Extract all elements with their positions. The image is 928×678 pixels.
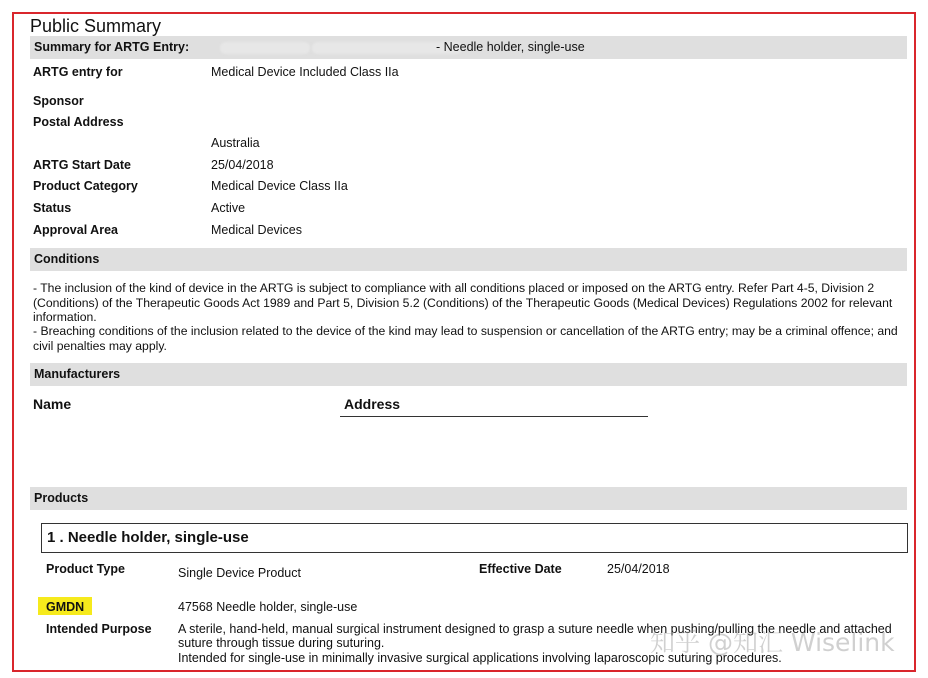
page-title: Public Summary xyxy=(30,16,162,36)
conditions-paragraph-1: - The inclusion of the kind of device in the ARTG is subject to compliance with all conditions placed or imposed on the ARTG entry. Refer Part 4-5, Division 2 (Conditions) of the Therapeutic Goods Act 1989 and Part 5, Division 5.2 (Conditions) of the Therapeutic Goods (Medical Devices) Regulations 2002 for relevant information. xyxy=(33,281,893,324)
manufacturers-heading: Manufacturers xyxy=(34,367,121,381)
detail-value-start-date: 25/04/2018 xyxy=(211,158,274,172)
detail-label-sponsor: Sponsor xyxy=(33,94,84,108)
gmdn-label: GMDN xyxy=(46,600,85,614)
summary-label: Summary for ARTG Entry: xyxy=(34,40,190,54)
product-type-value: Single Device Product xyxy=(178,566,301,580)
watermark-text: 知乎 @知汇 Wiselink xyxy=(650,628,895,657)
effective-date-label: Effective Date xyxy=(479,562,562,576)
intended-purpose-line-3: Intended for single-use in minimally invasive surgical applications involving laparoscopic suturing procedures. xyxy=(178,651,782,665)
manufacturer-address-header: Address xyxy=(344,396,401,412)
detail-label-postal-address: Postal Address xyxy=(33,115,124,129)
effective-date-value: 25/04/2018 xyxy=(607,562,670,576)
intended-purpose-line-1: A sterile, hand-held, manual surgical instrument designed to grasp a suture needle when pushing/pulling the needle and attached xyxy=(178,622,892,636)
detail-label-product-category: Product Category xyxy=(33,179,138,193)
conditions-band xyxy=(30,248,907,271)
gmdn-value: 47568 Needle holder, single-use xyxy=(178,600,358,614)
manufacturers-band xyxy=(30,363,907,386)
detail-label-approval-area: Approval Area xyxy=(33,223,118,237)
manufacturer-name-header: Name xyxy=(33,396,72,412)
product-type-label: Product Type xyxy=(46,562,125,576)
detail-value-status: Active xyxy=(211,201,246,215)
product-title: 1 . Needle holder, single-use xyxy=(47,529,249,546)
products-heading: Products xyxy=(34,491,89,505)
summary-value: - Needle holder, single-use xyxy=(436,40,585,54)
detail-value-country: Australia xyxy=(211,136,260,150)
intended-purpose-label: Intended Purpose xyxy=(46,622,152,636)
detail-value-artg-entry: Medical Device Included Class IIa xyxy=(211,65,399,79)
detail-label-artg-entry: ARTG entry for xyxy=(33,65,123,79)
product-title-box xyxy=(41,523,908,553)
conditions-paragraph-2: - Breaching conditions of the inclusion related to the device of the kind may lead to suspension or cancellation of the ARTG entry; may be a criminal offence; and civil penalties may apply. xyxy=(33,324,898,353)
detail-value-product-category: Medical Device Class IIa xyxy=(211,179,348,193)
redacted-text xyxy=(220,42,310,54)
products-band xyxy=(30,487,907,510)
detail-label-status: Status xyxy=(33,201,72,215)
address-divider xyxy=(340,416,648,417)
detail-label-start-date: ARTG Start Date xyxy=(33,158,131,172)
detail-value-approval-area: Medical Devices xyxy=(211,223,303,237)
conditions-heading: Conditions xyxy=(34,252,100,266)
intended-purpose-line-2: suture through tissue during suturing. xyxy=(178,636,385,650)
summary-band xyxy=(30,36,907,59)
